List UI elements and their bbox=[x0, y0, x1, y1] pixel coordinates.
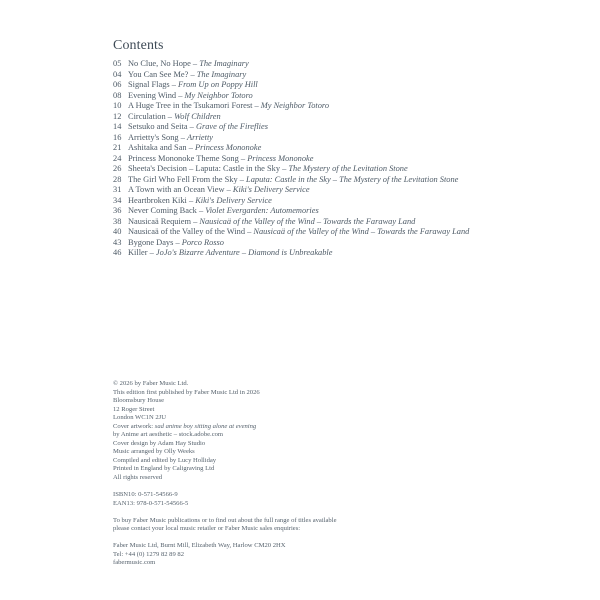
toc-separator: – bbox=[192, 59, 198, 68]
toc-entry bbox=[113, 70, 469, 81]
toc-page-number: 05 bbox=[113, 59, 122, 68]
table-of-contents bbox=[113, 59, 469, 259]
toc-title: Nausicaä of the Valley of the Wind bbox=[128, 227, 246, 236]
toc-title: The Girl Who Fell From the Sky bbox=[128, 174, 238, 184]
imprint-block bbox=[113, 380, 337, 568]
toc-separator: – bbox=[247, 227, 252, 236]
toc-entry bbox=[113, 80, 469, 91]
purchase-info-line: To buy Faber Music publications or to find out about the full range of titles available bbox=[113, 516, 337, 524]
toc-page-number: 38 bbox=[113, 216, 122, 226]
isbn-line: ISBN10: 0-571-54566-9 bbox=[113, 491, 178, 499]
toc-title: No Clue, No Hope bbox=[128, 59, 191, 68]
toc-separator: – bbox=[193, 216, 198, 226]
copyright-line: © 2026 by Faber Music Ltd. bbox=[113, 380, 189, 387]
telephone-line: Tel: +44 (0) 1279 82 89 82 bbox=[113, 550, 185, 558]
toc-entry bbox=[113, 206, 469, 217]
toc-title: A Huge Tree in the Tsukamori Forest bbox=[128, 101, 253, 110]
toc-entry bbox=[113, 154, 469, 165]
toc-page-number: 04 bbox=[113, 69, 122, 79]
toc-separator: – bbox=[239, 174, 244, 184]
toc-separator: – bbox=[189, 164, 194, 173]
toc-page-number: 21 bbox=[113, 143, 122, 152]
toc-entry bbox=[113, 122, 469, 133]
contents-heading: Contents bbox=[113, 38, 164, 53]
toc-title: Circulation bbox=[128, 111, 166, 121]
toc-entry bbox=[113, 164, 469, 175]
edition-line: This edition first published by Faber Music Ltd in 2026 bbox=[113, 388, 260, 396]
toc-title: Nausicaä Requiem bbox=[128, 216, 192, 226]
toc-separator: – bbox=[175, 237, 180, 247]
toc-page-number: 34 bbox=[113, 195, 122, 205]
rights-line: All rights reserved bbox=[113, 474, 163, 482]
toc-separator: – bbox=[254, 101, 259, 110]
toc-title: Ashitaka and San bbox=[128, 143, 187, 152]
toc-entry bbox=[113, 143, 469, 154]
toc-source: Violet Evergarden: Automemories bbox=[205, 206, 319, 215]
toc-source: Princess Mononoke bbox=[247, 153, 314, 163]
toc-source: The Imaginary bbox=[196, 69, 247, 79]
toc-separator: – bbox=[180, 132, 185, 142]
ean-line: EAN13: 978-0-571-54566-5 bbox=[113, 499, 189, 507]
toc-separator: – bbox=[149, 248, 154, 257]
spacer bbox=[113, 534, 337, 543]
toc-separator: – bbox=[167, 111, 172, 121]
toc-title: Setsuko and Seita bbox=[128, 122, 188, 131]
cover-artwork-prefix: Cover artwork: bbox=[113, 422, 154, 430]
toc-page-number: 10 bbox=[113, 101, 122, 110]
toc-source: My Neighbor Totoro bbox=[184, 90, 253, 100]
toc-title: You Can See Me? bbox=[128, 69, 189, 79]
toc-entry bbox=[113, 133, 469, 144]
spacer bbox=[113, 508, 337, 517]
toc-separator: – bbox=[198, 206, 204, 215]
toc-page-number: 06 bbox=[113, 80, 122, 89]
toc-source: The Mystery of the Levitation Stone bbox=[288, 164, 408, 173]
toc-entry bbox=[113, 185, 469, 196]
toc-entry bbox=[113, 175, 469, 186]
toc-source: Wolf Children bbox=[174, 111, 221, 121]
toc-source: JoJo's Bizarre Adventure – Diamond is Unbreakable bbox=[155, 248, 333, 257]
toc-title: Evening Wind bbox=[128, 90, 177, 100]
toc-title: Signal Flags bbox=[128, 80, 170, 89]
toc-source: Porco Rosso bbox=[181, 237, 224, 247]
toc-entry bbox=[113, 248, 469, 259]
toc-title: Heartbroken Kiki bbox=[128, 195, 187, 205]
toc-title: Bygone Days bbox=[128, 237, 174, 247]
cover-artwork-credit: by Anime art aesthetic – stock.adobe.com bbox=[113, 431, 224, 439]
printer-line: Printed in England by Caligraving Ltd bbox=[113, 465, 215, 473]
arranger-line: Music arranged by Olly Weeks bbox=[113, 448, 195, 456]
toc-source: Laputa: Castle in the Sky – The Mystery of the Levitation Stone bbox=[246, 174, 459, 184]
toc-page-number: 31 bbox=[113, 185, 122, 194]
toc-separator: – bbox=[178, 90, 183, 100]
editor-line: Compiled and edited by Lucy Holliday bbox=[113, 456, 217, 464]
toc-separator: – bbox=[190, 69, 195, 79]
toc-separator: – bbox=[171, 80, 176, 89]
toc-source: Princess Mononoke bbox=[195, 143, 262, 152]
website-line: fabermusic.com bbox=[113, 559, 156, 567]
toc-title: Never Coming Back bbox=[128, 206, 197, 215]
toc-source: My Neighbor Totoro bbox=[260, 101, 330, 110]
toc-page-number: 28 bbox=[113, 174, 122, 184]
toc-page-number: 14 bbox=[113, 122, 122, 131]
toc-entry bbox=[113, 59, 469, 70]
toc-source: Grave of the Fireflies bbox=[195, 122, 268, 131]
toc-entry bbox=[113, 217, 469, 228]
toc-entry bbox=[113, 238, 469, 249]
toc-separator: – bbox=[226, 185, 231, 194]
toc-title: A Town with an Ocean View bbox=[128, 185, 225, 194]
toc-page-number: 40 bbox=[113, 227, 122, 236]
toc-title: Arrietty's Song bbox=[128, 132, 179, 142]
toc-page-number: 43 bbox=[113, 237, 122, 247]
toc-title: Killer bbox=[128, 248, 148, 257]
toc-entry bbox=[113, 101, 469, 112]
spacer bbox=[113, 483, 337, 492]
toc-page-number: 12 bbox=[113, 111, 122, 121]
toc-entry bbox=[113, 112, 469, 123]
cover-artwork-line bbox=[113, 423, 337, 432]
toc-page-number: 36 bbox=[113, 206, 122, 215]
toc-page-number: 46 bbox=[113, 248, 122, 257]
toc-separator: – bbox=[240, 153, 246, 163]
publisher-address-line: London WC1N 2JU bbox=[113, 414, 166, 422]
toc-source: The Imaginary bbox=[199, 59, 249, 68]
toc-source: Nausicaä of the Valley of the Wind – Towards the Faraway Land bbox=[253, 227, 470, 236]
purchase-info-line: please contact your local music retailer or Faber Music sales enquiries: bbox=[113, 525, 301, 533]
toc-separator: – bbox=[188, 195, 194, 205]
toc-title: Princess Mononoke Theme Song bbox=[128, 153, 239, 163]
toc-page-number: 26 bbox=[113, 164, 122, 173]
toc-page-number: 24 bbox=[113, 153, 122, 163]
toc-page-number: 16 bbox=[113, 132, 122, 142]
toc-separator: – bbox=[189, 122, 194, 131]
toc-separator: – bbox=[188, 143, 193, 152]
toc-source: Arrietty bbox=[186, 132, 214, 142]
toc-page-number: 08 bbox=[113, 90, 122, 100]
sales-address-line: Faber Music Ltd, Burnt Mill, Elizabeth Way, Harlow CM20 2HX bbox=[113, 542, 286, 550]
toc-separator: – bbox=[282, 164, 287, 173]
publisher-address-line: Bloomsbury House bbox=[113, 397, 165, 405]
publisher-address-line: 12 Roger Street bbox=[113, 405, 155, 413]
cover-artwork-title: sad anime boy sitting alone at evening bbox=[154, 422, 257, 430]
toc-source: Kiki's Delivery Service bbox=[195, 195, 272, 205]
toc-entry bbox=[113, 196, 469, 207]
toc-source: From Up on Poppy Hill bbox=[178, 80, 258, 89]
toc-title: Sheeta's Decision bbox=[128, 164, 187, 173]
toc-source: Nausicaä of the Valley of the Wind – Towards the Faraway Land bbox=[199, 216, 416, 226]
toc-entry bbox=[113, 91, 469, 102]
toc-title-tail: Laputa: Castle in the Sky bbox=[195, 164, 281, 173]
toc-entry bbox=[113, 227, 469, 238]
cover-design-line: Cover design by Adam Hay Studio bbox=[113, 439, 206, 447]
toc-source: Kiki's Delivery Service bbox=[232, 185, 310, 194]
